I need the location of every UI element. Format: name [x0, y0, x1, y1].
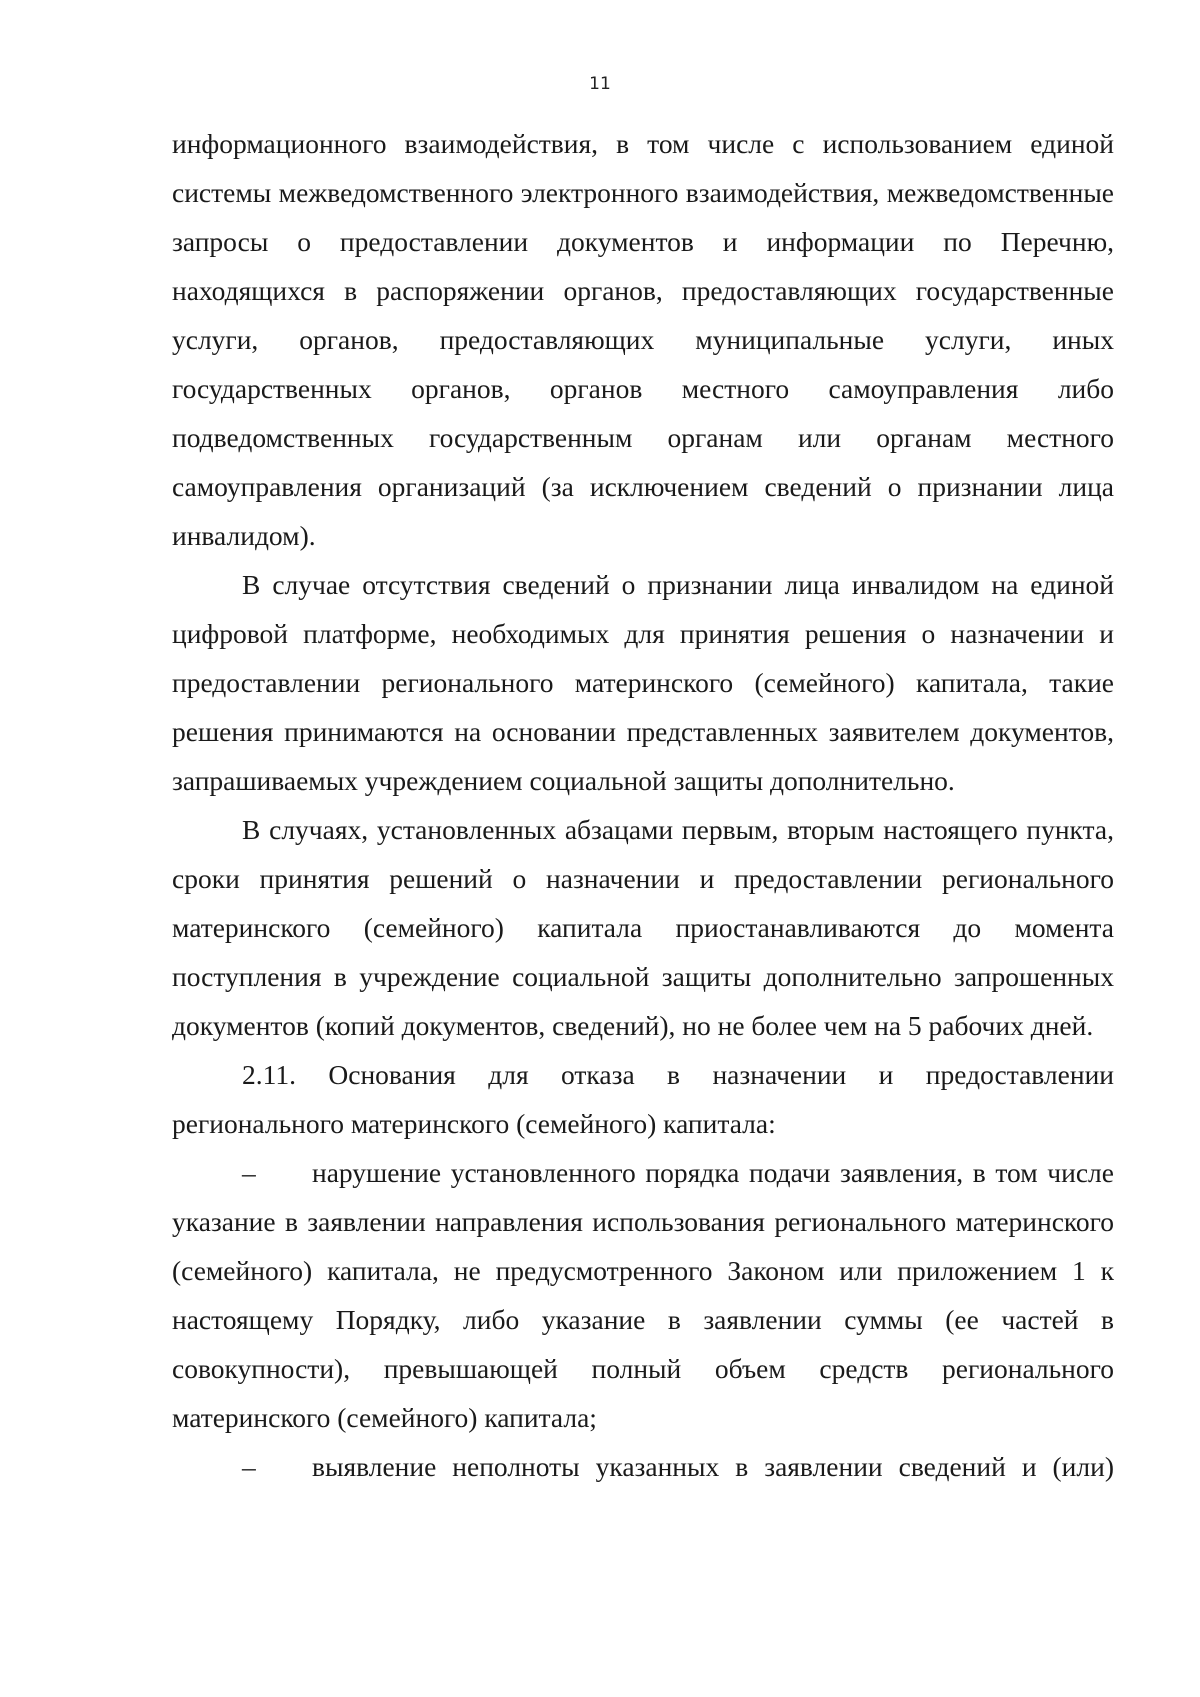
list-item-text: выявление неполноты указанных в заявлении сведений и (или)	[312, 1451, 1114, 1482]
list-dash-marker: –	[242, 1451, 256, 1482]
list-dash-marker: –	[242, 1157, 256, 1188]
paragraph-continuation: информационного взаимодействия, в том числе с использованием единой системы межведомственного электронного взаимодействия, межведомственные запросы о предоставлении документов и информации по Перечню, находящихся в распоряжении органов, предоставляющих государственные услуги, органов, предоставляющих муниципальные услуги, иных государственных органов, органов местного самоуправления либо подведомственных государственным органам или органам местного самоуправления организаций (за исключением сведений о признании лица инвалидом).	[172, 128, 1114, 551]
list-item	[172, 1442, 1114, 1491]
document-body	[172, 119, 1114, 1491]
list-item	[172, 1148, 1114, 1442]
paragraph-section-2-11: 2.11. Основания для отказа в назначении и предоставлении регионального материнского (семейного) капитала:	[172, 1059, 1114, 1139]
paragraph-disability-info: В случае отсутствия сведений о признании лица инвалидом на единой цифровой платформе, необходимых для принятия решения о назначении и предоставлении регионального материнского (семейного) капитала, такие решения принимаются на основании представленных заявителем документов, запрашиваемых учреждением социальной защиты дополнительно.	[172, 569, 1114, 796]
paragraph-deadline-suspension: В случаях, установленных абзацами первым, вторым настоящего пункта, сроки принятия решений о назначении и предоставлении регионального материнского (семейного) капитала приостанавливаются до момента поступления в учреждение социальной защиты дополнительно запрошенных документов (копий документов, сведений), но не более чем на 5 рабочих дней.	[172, 814, 1114, 1041]
list-item-text: нарушение установленного порядка подачи заявления, в том числе указание в заявлении направления использования регионального материнского (семейного) капитала, не предусмотренного Законом или приложением 1 к настоящему Порядку, либо указание в заявлении суммы (ее частей в совокупности), превышающей полный объем средств регионального материнского (семейного) капитала;	[172, 1157, 1114, 1433]
page-number: 11	[589, 74, 611, 94]
